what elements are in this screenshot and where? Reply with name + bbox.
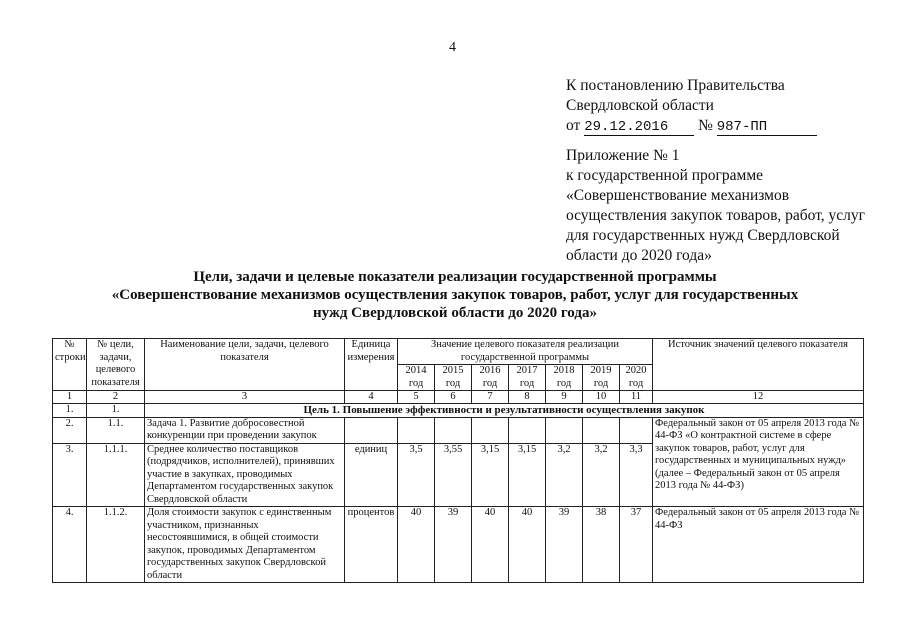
row-number: 1. — [53, 404, 87, 418]
header-year: 2020 год — [620, 365, 653, 391]
indicator-name: Задача 1. Развитие добросовестной конкуренции при проведении закупок — [145, 417, 345, 443]
header-goal-no: № цели, задачи, целевого показателя — [87, 339, 145, 391]
header-name: Наименование цели, задачи, целевого показателя — [145, 339, 345, 391]
indicator-value — [583, 417, 620, 443]
header-year: 2018 год — [546, 365, 583, 391]
column-number: 11 — [620, 391, 653, 404]
table-row — [53, 417, 864, 443]
column-number: 2 — [87, 391, 145, 404]
indicator-value: 3,2 — [546, 443, 583, 507]
header-source: Источник значений целевого показателя — [653, 339, 864, 391]
header-unit: Единица измерения — [345, 339, 398, 391]
indicator-value — [472, 417, 509, 443]
column-number: 7 — [472, 391, 509, 404]
approval-line-1: К постановлению Правительства — [566, 77, 785, 94]
indicator-value: 37 — [620, 507, 653, 583]
resolution-date: 29.12.2016 — [584, 119, 694, 136]
resolution-number: 987-ПП — [717, 119, 817, 136]
indicator-unit: единиц — [345, 443, 398, 507]
document-title — [40, 268, 870, 322]
appendix-line-4: осуществления закупок товаров, работ, услуг — [566, 207, 866, 224]
indicator-value: 40 — [472, 507, 509, 583]
title-line-2: «Совершенствование механизмов осуществления закупок товаров, работ, услуг для государственных — [111, 287, 799, 303]
row-number: 3. — [53, 443, 87, 507]
column-number: 1 — [53, 391, 87, 404]
indicators-table — [52, 338, 864, 583]
indicator-value — [509, 417, 546, 443]
indicator-source: Федеральный закон от 05 апреля 2013 года № 44-ФЗ «О контрактной системе в сфере закупок товаров, работ, услуг для государственных и муниципальных нужд» (далее – Федеральный закон от 05 апреля 2013 года № 44-ФЗ) — [653, 417, 864, 507]
goal-number: 1.1. — [87, 417, 145, 443]
title-line-3: нужд Свердловской области до 2020 года» — [313, 305, 597, 321]
goal-number: 1.1.1. — [87, 443, 145, 507]
goal-row — [53, 404, 864, 418]
indicator-value: 40 — [398, 507, 435, 583]
appendix-line-6: области до 2020 года» — [566, 247, 712, 264]
column-number: 9 — [546, 391, 583, 404]
indicator-value: 3,2 — [583, 443, 620, 507]
column-numbers-row — [53, 391, 864, 404]
approval-block — [566, 76, 817, 136]
indicator-value — [546, 417, 583, 443]
column-number: 6 — [435, 391, 472, 404]
header-year: 2019 год — [583, 365, 620, 391]
goal-number: 1.1.2. — [87, 507, 145, 583]
indicator-value: 3,15 — [509, 443, 546, 507]
title-line-1: Цели, задачи и целевые показатели реализации государственной программы — [193, 269, 717, 285]
row-number: 4. — [53, 507, 87, 583]
page-number: 4 — [449, 40, 456, 55]
header-year: 2017 год — [509, 365, 546, 391]
appendix-line-5: для государственных нужд Свердловской — [566, 227, 840, 244]
approval-line-2: Свердловской области — [566, 97, 714, 114]
indicator-value: 38 — [583, 507, 620, 583]
goal-number: 1. — [87, 404, 145, 418]
goal-title: Цель 1. Повышение эффективности и результативности осуществления закупок — [145, 404, 864, 418]
date-prefix: от — [566, 117, 581, 134]
indicator-value: 3,3 — [620, 443, 653, 507]
appendix-line-3: «Совершенствование механизмов — [566, 187, 790, 204]
indicator-value — [620, 417, 653, 443]
approval-date-line — [566, 116, 817, 136]
indicator-source: Федеральный закон от 05 апреля 2013 года № 44-ФЗ — [653, 507, 864, 583]
header-year: 2015 год — [435, 365, 472, 391]
column-number: 12 — [653, 391, 864, 404]
number-prefix: № — [698, 117, 713, 134]
indicator-value: 3,5 — [398, 443, 435, 507]
indicator-value: 40 — [509, 507, 546, 583]
appendix-block — [566, 146, 865, 266]
appendix-line-1: Приложение № 1 — [566, 147, 680, 164]
column-number: 8 — [509, 391, 546, 404]
row-number: 2. — [53, 417, 87, 443]
indicator-value: 39 — [435, 507, 472, 583]
appendix-line-2: к государственной программе — [566, 167, 764, 184]
indicator-value: 3,55 — [435, 443, 472, 507]
indicator-value — [435, 417, 472, 443]
header-row-no: № строки — [53, 339, 87, 391]
column-number: 5 — [398, 391, 435, 404]
indicator-value — [398, 417, 435, 443]
indicator-unit — [345, 417, 398, 443]
table-row — [53, 507, 864, 583]
header-year: 2016 год — [472, 365, 509, 391]
header-row — [53, 339, 864, 365]
indicator-name: Доля стоимости закупок с единственным участником, признанных несостоявшимися, в общей стоимости закупок, проводимых Департаментом государственных закупок Свердловской области — [145, 507, 345, 583]
indicator-name: Среднее количество поставщиков (подрядчиков, исполнителей), принявших участие в закупках, проводимых Департаментом государственных закупок Свердловской области — [145, 443, 345, 507]
indicator-unit: процентов — [345, 507, 398, 583]
indicator-value: 39 — [546, 507, 583, 583]
column-number: 10 — [583, 391, 620, 404]
column-number: 3 — [145, 391, 345, 404]
indicator-value: 3,15 — [472, 443, 509, 507]
header-values: Значение целевого показателя реализации государственной программы — [398, 339, 653, 365]
header-year: 2014 год — [398, 365, 435, 391]
column-number: 4 — [345, 391, 398, 404]
